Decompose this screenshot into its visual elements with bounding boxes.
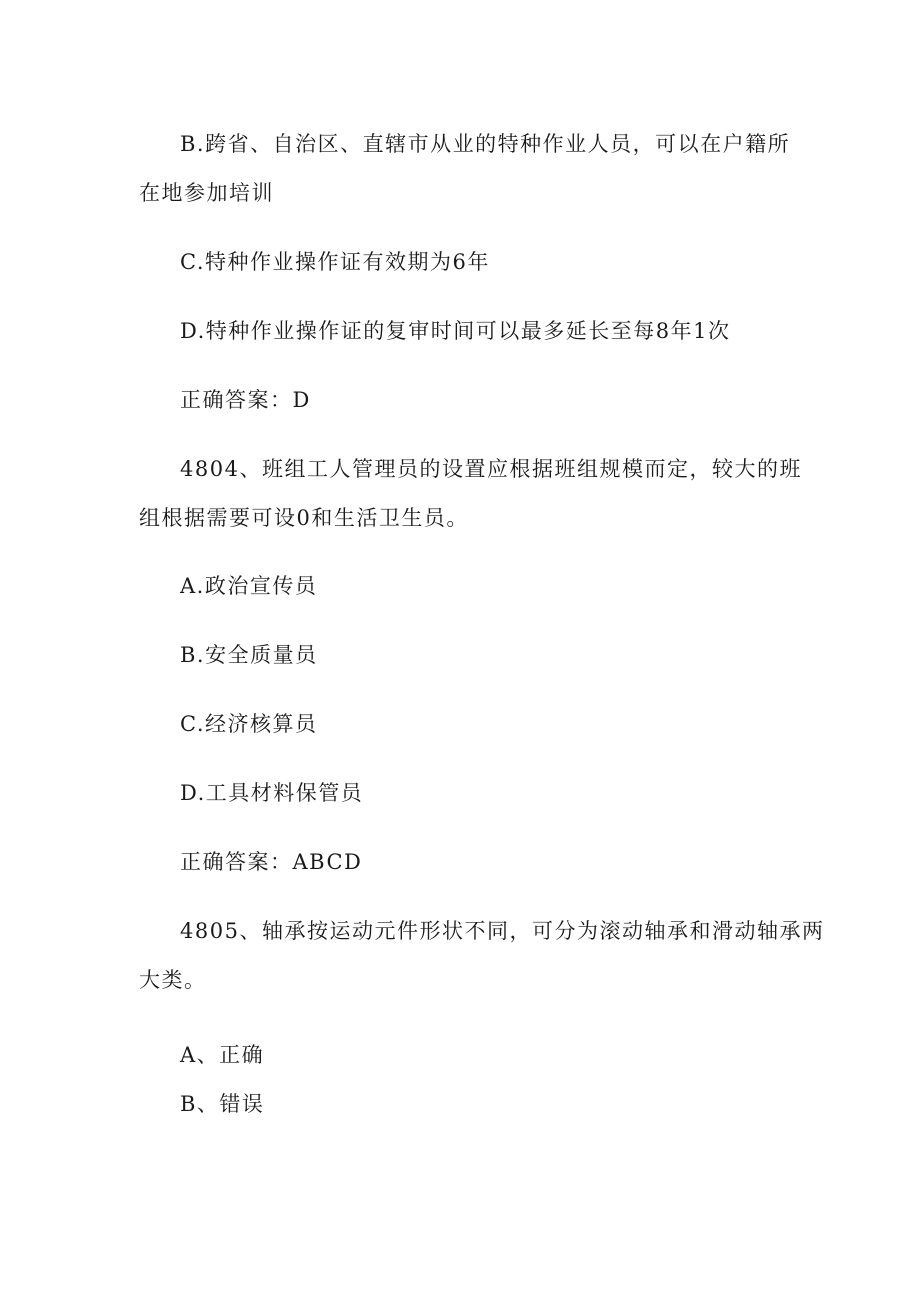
question-4804-line-2: 组根据需要可设0和生活卫生员。 bbox=[139, 506, 469, 530]
question-4804-line-1: 4804、班组工人管理员的设置应根据班组规模而定，较大的班 bbox=[180, 457, 802, 481]
question-4804-option-c: C.经济核算员 bbox=[180, 712, 318, 736]
option-c-text: C.特种作业操作证有效期为6年 bbox=[180, 250, 490, 274]
question-4805-option-b: B、错误 bbox=[180, 1092, 265, 1116]
option-d-text: D.特种作业操作证的复审时间可以最多延长至每8年1次 bbox=[180, 319, 731, 343]
option-b-text-line-2: 在地参加培训 bbox=[139, 181, 274, 205]
question-4804-option-b: B.安全质量员 bbox=[180, 643, 318, 667]
answer-line: 正确答案：D bbox=[180, 388, 311, 412]
question-4804-option-d: D.工具材料保管员 bbox=[180, 781, 364, 805]
question-4805-option-a: A、正确 bbox=[180, 1043, 265, 1067]
option-b-text-line-1: B.跨省、自治区、直辖市从业的特种作业人员，可以在户籍所 bbox=[180, 132, 791, 156]
question-4804-option-a: A.政治宣传员 bbox=[180, 574, 318, 598]
question-4804-answer: 正确答案：ABCD bbox=[180, 850, 363, 874]
question-4805-line-1: 4805、轴承按运动元件形状不同，可分为滚动轴承和滑动轴承两 bbox=[180, 919, 825, 943]
question-4805-line-2: 大类。 bbox=[139, 968, 207, 992]
